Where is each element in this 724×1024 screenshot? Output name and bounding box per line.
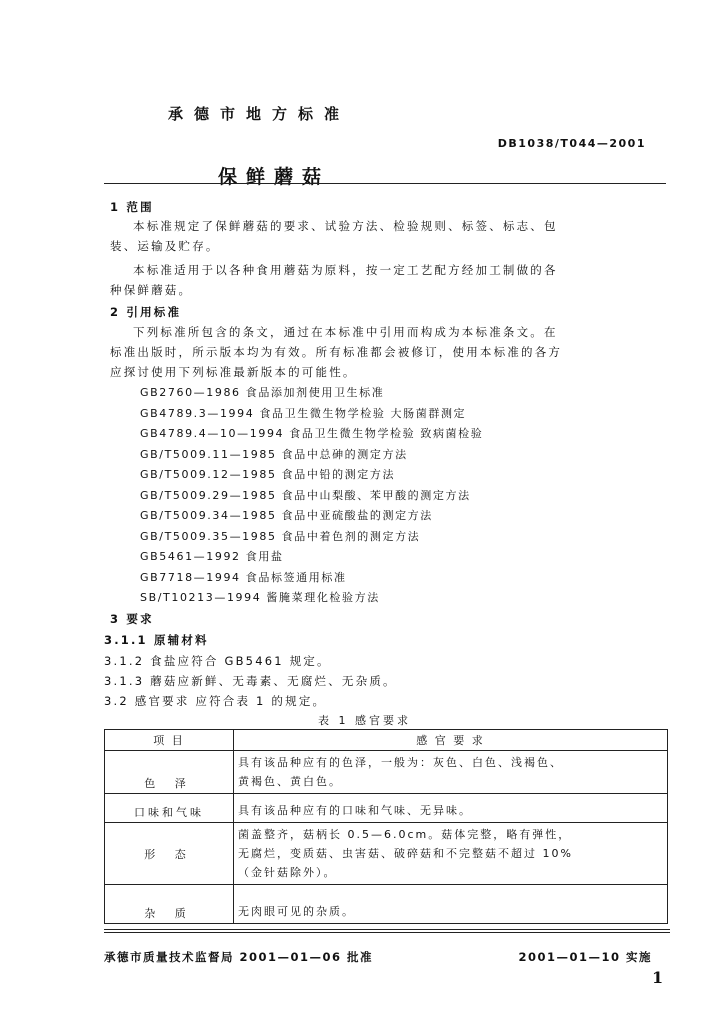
document-title: 保鲜蘑菇 <box>218 166 331 188</box>
clause-3-2: 3.2 感官要求 应符合表 1 的规定。 <box>104 694 327 708</box>
paragraph-line: 下列标准所包含的条文，通过在本标准中引用而构成为本标准条文。在 <box>133 325 558 339</box>
row-item-color: 色 泽 <box>105 751 234 794</box>
reference-item: SB/T10213—1994 酱腌菜理化检验方法 <box>140 591 380 604</box>
section-heading-requirements: 3 要求 <box>110 612 154 626</box>
reference-item: GB5461—1992 食用盐 <box>140 550 284 563</box>
table-row <box>105 823 668 885</box>
column-header-item: 项 目 <box>105 730 234 751</box>
reference-item: GB/T5009.29—1985 食品中山梨酸、苯甲酸的测定方法 <box>140 489 471 502</box>
paragraph-line: 应探讨使用下列标准最新版本的可能性。 <box>110 365 357 379</box>
paragraph-line: 标准出版时，所示版本均为有效。所有标准都会被修订，使用本标准的各方 <box>110 345 563 359</box>
footer-rule-lower <box>104 932 670 933</box>
section-heading-scope: 1 范围 <box>110 200 154 214</box>
requirement-line: 无腐烂，变质菇、虫害菇、破碎菇和不完整菇不超过 10% <box>238 847 573 860</box>
requirement-line: （金针菇除外）。 <box>238 866 337 879</box>
reference-item: GB4789.3—1994 食品卫生微生物学检验 大肠菌群测定 <box>140 407 467 420</box>
reference-item: GB7718—1994 食品标签通用标准 <box>140 571 347 584</box>
row-requirement-taste <box>234 794 668 823</box>
requirement-line: 具有该品种应有的色泽，一般为：灰色、白色、浅褐色、 <box>238 756 563 769</box>
table-row <box>105 751 668 794</box>
paragraph-line: 本标准规定了保鲜蘑菇的要求、试验方法、检验规则、标签、标志、包 <box>133 219 558 233</box>
approval-statement: 承德市质量技术监督局 2001—01—06 批准 <box>104 950 374 964</box>
reference-item: GB/T5009.34—1985 食品中亚硫酸盐的测定方法 <box>140 509 433 522</box>
page-number: 1 <box>652 968 664 987</box>
sensory-requirements-table <box>104 729 668 924</box>
reference-item: GB/T5009.12—1985 食品中铅的测定方法 <box>140 468 396 481</box>
requirement-line: 具有该品种应有的口味和气味、无异味。 <box>238 804 472 817</box>
requirement-line: 菌盖整齐，菇柄长 0.5—6.0cm。菇体完整，略有弹性， <box>238 828 572 841</box>
standard-type: 承德市地方标准 <box>168 105 351 123</box>
reference-item: GB/T5009.11—1985 食品中总砷的测定方法 <box>140 448 408 461</box>
requirement-line: 黄褐色、黄白色。 <box>238 775 342 788</box>
table-header-row <box>105 730 668 751</box>
implementation-date: 2001—01—10 实施 <box>518 950 652 964</box>
paragraph-line: 种保鲜蘑菇。 <box>110 283 193 297</box>
reference-item: GB2760—1986 食品添加剂使用卫生标准 <box>140 386 385 399</box>
requirement-line: 无肉眼可见的杂质。 <box>238 905 355 918</box>
table-caption: 表 1 感官要求 <box>318 714 411 727</box>
table-row <box>105 794 668 823</box>
row-requirement-shape <box>234 823 668 885</box>
row-item-impurity: 杂 质 <box>105 885 234 924</box>
table-row <box>105 885 668 924</box>
clause-3-1-2: 3.1.2 食盐应符合 GB5461 规定。 <box>104 654 331 668</box>
reference-item: GB/T5009.35—1985 食品中着色剂的测定方法 <box>140 530 421 543</box>
row-item-taste: 口味和气味 <box>105 794 234 823</box>
reference-item: GB4789.4—10—1994 食品卫生微生物学检验 致病菌检验 <box>140 427 484 440</box>
paragraph-line: 装、运输及贮存。 <box>110 239 220 253</box>
clause-3-1-3: 3.1.3 蘑菇应新鲜、无毒素、无腐烂、无杂质。 <box>104 674 397 688</box>
footer-rule-upper <box>104 929 670 930</box>
row-requirement-impurity <box>234 885 668 924</box>
standard-code: DB1038/T044—2001 <box>497 137 646 150</box>
section-heading-references: 2 引用标准 <box>110 305 182 319</box>
clause-3-1-1: 3.1.1 原辅材料 <box>104 633 209 647</box>
row-item-shape: 形 态 <box>105 823 234 885</box>
paragraph-line: 本标准适用于以各种食用蘑菇为原料，按一定工艺配方经加工制做的各 <box>133 263 558 277</box>
row-requirement-color <box>234 751 668 794</box>
column-header-requirement: 感 官 要 求 <box>234 730 668 751</box>
title-rule <box>104 183 666 184</box>
